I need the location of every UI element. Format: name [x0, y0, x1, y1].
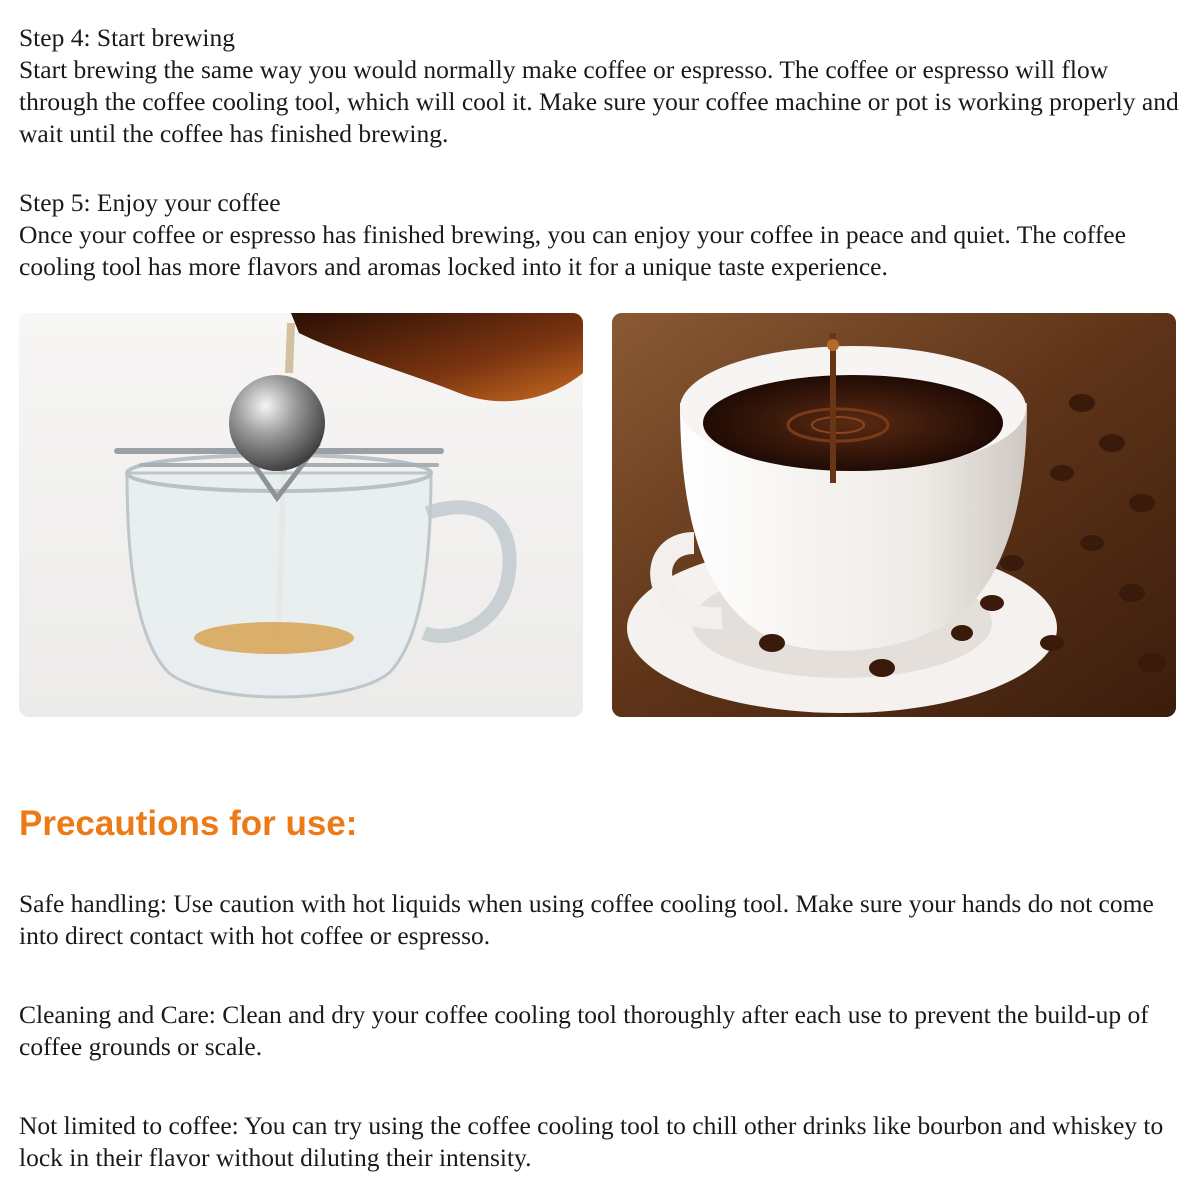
coffee-cup-illustration: [612, 313, 1176, 717]
precaution-text: Not limited to coffee: You can try using the coffee cooling tool to chill other drinks like bourbon and whiskey to lock in their flavor without diluting their intensity.: [19, 1111, 1164, 1172]
step-5-body: Once your coffee or espresso has finished brewing, you can enjoy your coffee in peace and quiet. The coffee cooling tool has more flavors and aromas locked into it for a unique taste experience.: [19, 220, 1126, 281]
precautions-title: Precautions for use:: [19, 804, 358, 843]
step-5-section: [19, 187, 1181, 283]
precaution-safe-handling: [19, 888, 1181, 952]
precaution-cleaning-care: [19, 999, 1181, 1063]
coffee-cup-photo: [612, 313, 1176, 717]
step-4-heading: Step 4: Start brewing: [19, 23, 236, 52]
step-4-body: Start brewing the same way you would normally make coffee or espresso. The coffee or espresso will flow through the coffee cooling tool, which will cool it. Make sure your coffee machine or pot is working properly and wait until the coffee has finished brewing.: [19, 55, 1179, 148]
precaution-text: Cleaning and Care: Clean and dry your coffee cooling tool thoroughly after each use to prevent the build-up of coffee grounds or scale.: [19, 1000, 1149, 1061]
precaution-not-limited: [19, 1110, 1181, 1174]
cooling-ball-illustration: [19, 313, 583, 717]
step-5-heading: Step 5: Enjoy your coffee: [19, 188, 281, 217]
cooling-ball-photo: [19, 313, 583, 717]
step-4-section: [19, 22, 1181, 150]
precaution-text: Safe handling: Use caution with hot liquids when using coffee cooling tool. Make sure your hands do not come into direct contact with hot coffee or espresso.: [19, 889, 1154, 950]
